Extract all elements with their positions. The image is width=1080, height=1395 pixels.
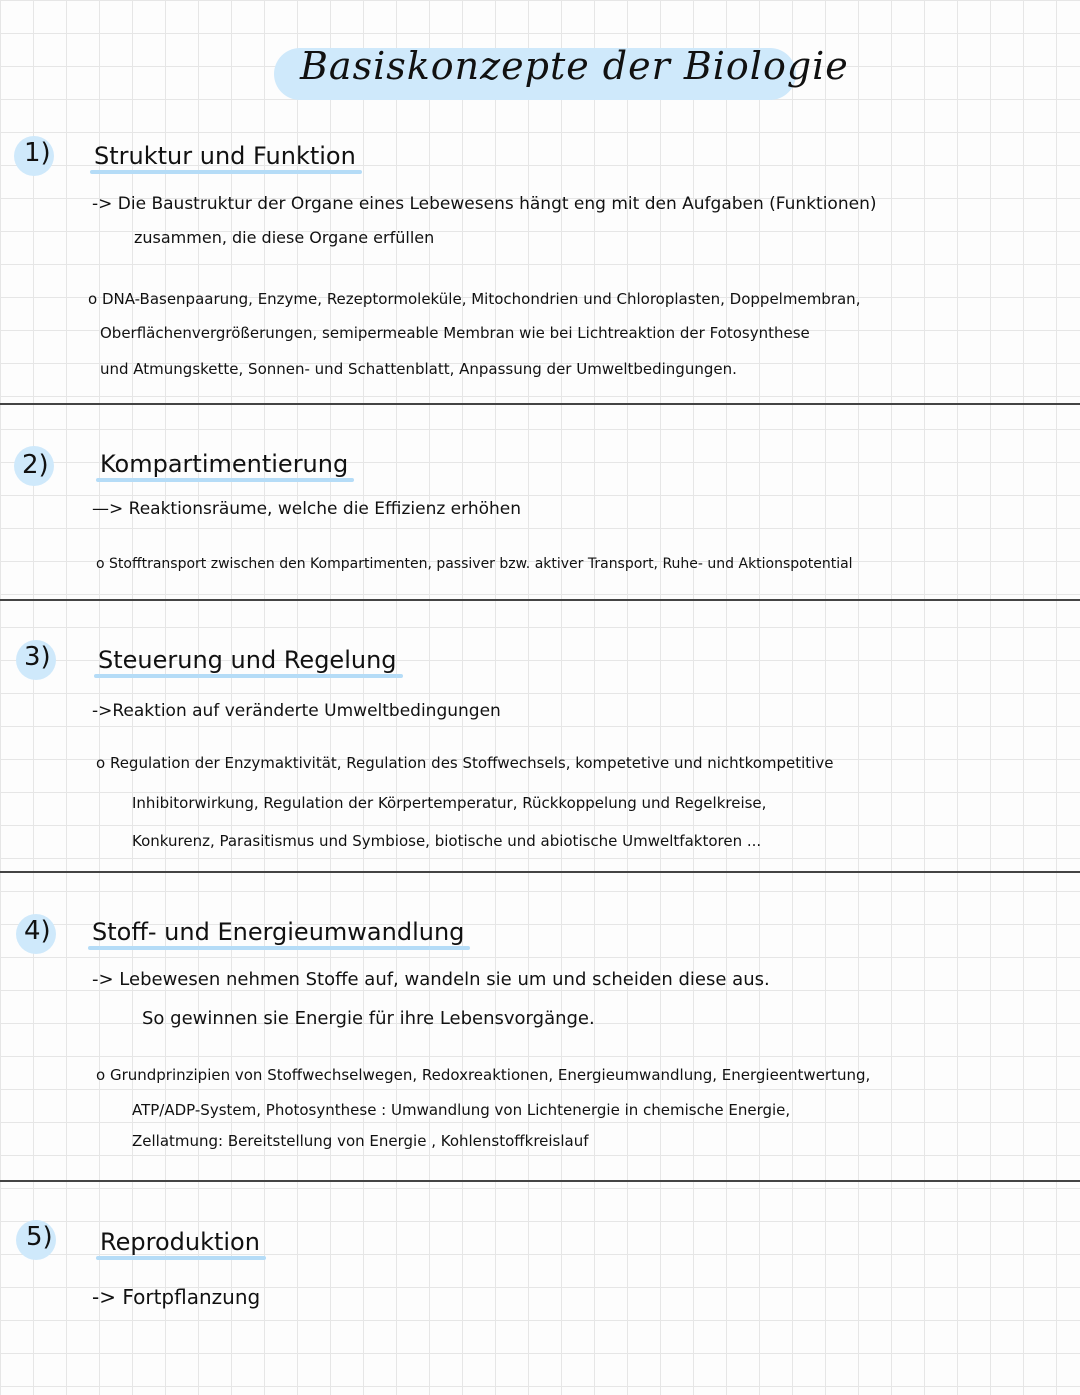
section-divider-2 [0, 599, 1080, 601]
section-1-example-line-2: Oberflächenvergrößerungen, semipermeable Membran wie bei Lichtreaktion der Fotosynthese [100, 324, 810, 342]
section-3-number: 3) [24, 642, 51, 672]
section-2-heading-text: Kompartimentierung [100, 450, 349, 478]
section-5-heading [100, 1228, 260, 1258]
section-5-heading-underline [96, 1256, 266, 1260]
section-1-heading [94, 142, 356, 172]
section-divider-3 [0, 871, 1080, 873]
section-2-heading-underline [96, 478, 354, 482]
section-2-example-line-1: o Stofftransport zwischen den Kompartimenten, passiver bzw. aktiver Transport, Ruhe- und Aktionspotential [96, 556, 853, 572]
section-4-heading-underline [88, 946, 470, 950]
section-4-heading [92, 918, 464, 948]
section-5-heading-text: Reproduktion [100, 1228, 260, 1256]
section-1-example-line-3: und Atmungskette, Sonnen- und Schattenblatt, Anpassung der Umweltbedingungen. [100, 360, 737, 378]
section-4-definition-line-2: So gewinnen sie Energie für ihre Lebensvorgänge. [142, 1008, 595, 1029]
section-5-number: 5) [26, 1222, 53, 1252]
section-3-example-line-1: o Regulation der Enzymaktivität, Regulation des Stoffwechsels, kompetetive und nichtkompetitive [96, 754, 834, 772]
section-4-example-line-3: Zellatmung: Bereitstellung von Energie , Kohlenstoffkreislauf [132, 1132, 589, 1150]
section-4-heading-text: Stoff- und Energieumwandlung [92, 918, 465, 946]
section-3-example-line-3: Konkurenz, Parasitismus und Symbiose, biotische und abiotische Umweltfaktoren ... [132, 832, 762, 850]
section-1-definition-line-2: zusammen, die diese Organe erfüllen [134, 228, 435, 247]
section-4-example-line-1: o Grundprinzipien von Stoffwechselwegen, Redoxreaktionen, Energieumwandlung, Energieentwertung, [96, 1066, 871, 1084]
section-2-heading [100, 450, 348, 480]
section-3-example-line-2: Inhibitorwirkung, Regulation der Körpertemperatur, Rückkoppelung und Regelkreise, [132, 794, 767, 812]
section-1-heading-text: Struktur und Funktion [94, 142, 356, 170]
section-3-heading-underline [94, 674, 403, 678]
section-3-heading [98, 646, 397, 676]
section-1-example-line-1: o DNA-Basenpaarung, Enzyme, Rezeptormoleküle, Mitochondrien und Chloroplasten, Doppelmembran, [88, 290, 861, 308]
page-title: Basiskonzepte der Biologie [300, 44, 849, 88]
section-5-definition-line-1: -> Fortpflanzung [92, 1285, 261, 1309]
section-3-definition-line-1: ->Reaktion auf veränderte Umweltbedingungen [92, 701, 501, 721]
section-divider-1 [0, 403, 1080, 405]
section-2-definition-line-1: —> Reaktionsräume, welche die Effizienz erhöhen [92, 499, 522, 519]
section-3-heading-text: Steuerung und Regelung [98, 646, 397, 674]
section-1-number: 1) [24, 138, 51, 168]
section-4-example-line-2: ATP/ADP-System, Photosynthese : Umwandlung von Lichtenergie in chemische Energie, [132, 1101, 791, 1119]
section-4-number: 4) [24, 916, 51, 946]
section-4-definition-line-1: -> Lebewesen nehmen Stoffe auf, wandeln sie um und scheiden diese aus. [92, 969, 770, 990]
section-divider-4 [0, 1180, 1080, 1182]
section-1-heading-underline [90, 170, 362, 174]
section-2-number: 2) [22, 450, 49, 480]
section-1-definition-line-1: -> Die Baustruktur der Organe eines Lebewesens hängt eng mit den Aufgaben (Funktionen) [92, 194, 877, 214]
